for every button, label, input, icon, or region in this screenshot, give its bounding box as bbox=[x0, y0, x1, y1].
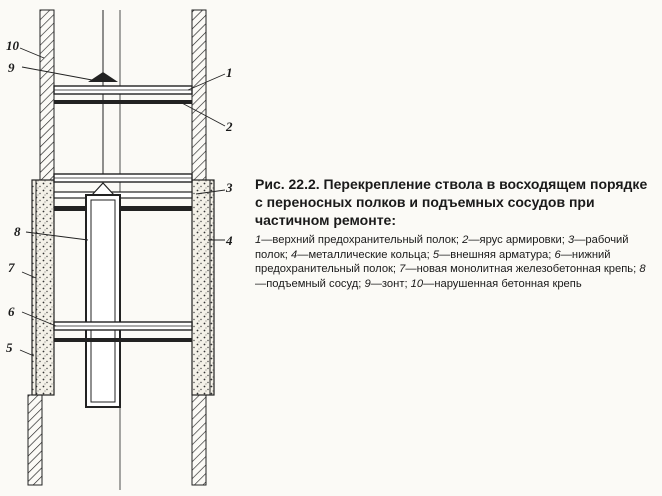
legend-item: 9—зонт; bbox=[364, 277, 408, 290]
shaft-diagram-svg bbox=[0, 0, 280, 492]
old-lining-left-bottom bbox=[28, 395, 42, 485]
label-3: 3 bbox=[226, 180, 233, 195]
legend-item: 2—ярус армировки; bbox=[462, 234, 565, 246]
label-6: 6 bbox=[8, 304, 15, 319]
legend-item: 5—внешняя арматура; bbox=[432, 248, 552, 261]
umbrella bbox=[88, 72, 118, 82]
label-7: 7 bbox=[8, 260, 15, 275]
label-4: 4 bbox=[226, 233, 233, 248]
old-lining-right-top bbox=[192, 10, 206, 180]
label-8: 8 bbox=[14, 224, 21, 239]
label-2: 2 bbox=[226, 119, 233, 134]
old-lining-left-top bbox=[40, 10, 54, 180]
label-9: 9 bbox=[8, 60, 15, 75]
old-lining-right-bottom bbox=[192, 395, 206, 485]
legend-item: 7—новая монолитная железобетонная крепь; bbox=[399, 263, 637, 275]
figure-caption bbox=[255, 175, 655, 291]
legend-item: 6—нижний предохранительный полок; bbox=[255, 248, 611, 275]
legend-item: 1—верхний предохранительный полок; bbox=[255, 234, 459, 246]
metal-ring-lower bbox=[54, 206, 192, 211]
shaft-diagram bbox=[0, 0, 280, 492]
caption-title: Рис. 22.2. Перекрепление ствола в восходящем порядке с переносных полков и подъемных сосудов при частичном ремонте: bbox=[255, 176, 648, 228]
new-lining-right bbox=[192, 180, 214, 395]
metal-ring-upper bbox=[54, 192, 192, 198]
lower-ring bbox=[54, 338, 192, 342]
legend-item: 3—рабочий полок; bbox=[255, 234, 629, 261]
armouring-tier bbox=[54, 100, 192, 104]
label-1: 1 bbox=[226, 65, 233, 80]
label-5: 5 bbox=[6, 340, 13, 355]
new-lining-left bbox=[32, 180, 54, 395]
skip-top bbox=[92, 183, 114, 195]
label-10: 10 bbox=[6, 38, 19, 53]
legend-item: 10—нарушенная бетонная крепь bbox=[410, 277, 582, 290]
caption-legend bbox=[255, 233, 655, 291]
legend-item: 8—подъемный сосуд; bbox=[255, 263, 646, 290]
legend-item: 4—металлические кольца; bbox=[291, 248, 430, 261]
